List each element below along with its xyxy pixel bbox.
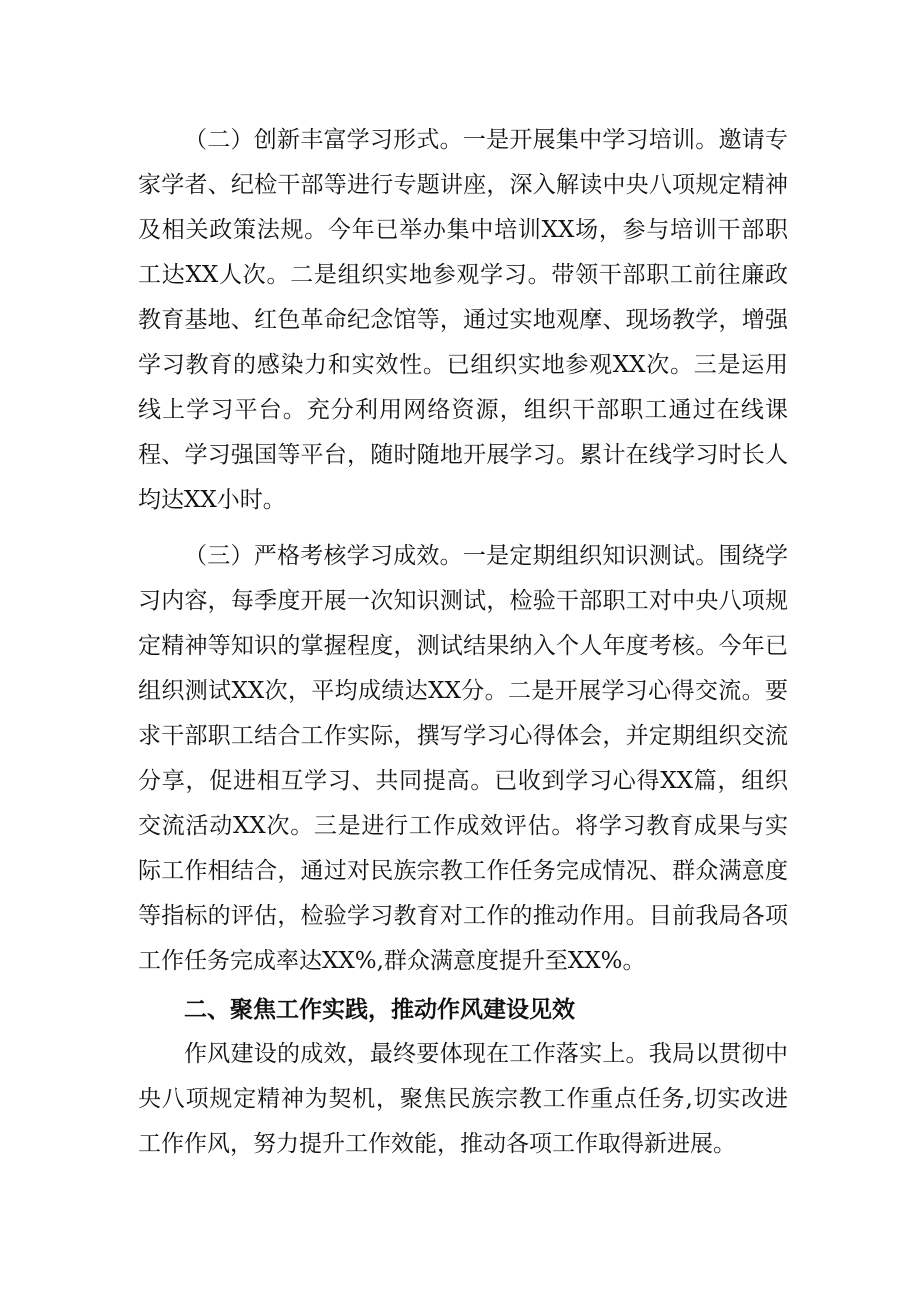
document-page bbox=[138, 118, 788, 1167]
section-heading: 二、聚焦工作实践，推动作风建设见效 bbox=[184, 997, 575, 1023]
paragraph-innovate-learning-forms: （二）创新丰富学习形式。一是开展集中学习培训。邀请专家学者、纪检干部等进行专题讲座，深入解读中央八项规定精神及相关政策法规。今年已举办集中培训XX场，参与培训干部职工达XX人次。二是组织实地参观学习。带领干部职工前往廉政教育基地、红色革命纪念馆等，通过实地观摩、现场教学，增强学习教育的感染力和实效性。已组织实地参观XX次。三是运用线上学习平台。充分利用网络资源，组织干部职工通过在线课程、学习强国等平台，随时随地开展学习。累计在线学习时长人均达XX小时。 bbox=[138, 127, 788, 513]
paragraph-assess-learning-results: （三）严格考核学习成效。一是定期组织知识测试。围绕学习内容，每季度开展一次知识测试，检验干部职工对中央八项规定精神等知识的掌握程度，测试结果纳入个人年度考核。今年已组织测试XX次，平均成绩达XX分。二是开展学习心得交流。要求干部职工结合工作实际，撰写学习心得体会，并定期组织交流分享，促进相互学习、共同提高。已收到学习心得XX篇，组织交流活动XX次。三是进行工作成效评估。将学习教育成果与实际工作相结合，通过对民族宗教工作任务完成情况、群众满意度等指标的评估，检验学习教育对工作的推动作用。目前我局各项工作任务完成率达XX%,群众满意度提升至XX%。 bbox=[138, 543, 788, 974]
paragraph-work-practice-intro: 作风建设的成效，最终要体现在工作落实上。我局以贯彻中央八项规定精神为契机，聚焦民族宗教工作重点任务,切实改进工作作风，努力提升工作效能，推动各项工作取得新进展。 bbox=[138, 1041, 788, 1157]
